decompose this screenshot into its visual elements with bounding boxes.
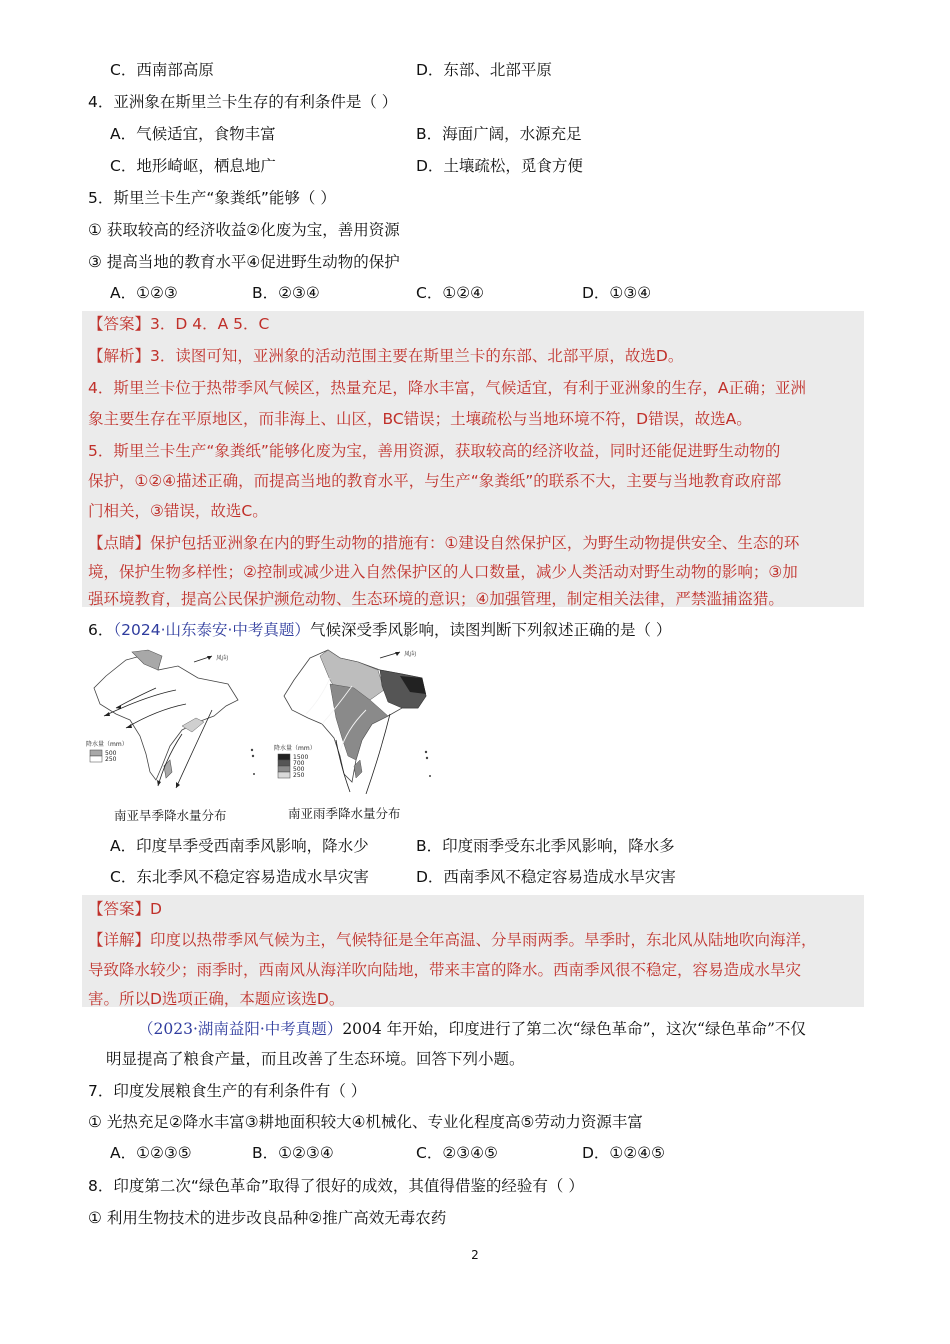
tip-text-1: 保护包括亚洲象在内的野生动物的措施有：①建设自然保护区，为野生动物提供安全、生态的环	[150, 534, 800, 552]
q7-items: ① 光热充足②降水丰富③耕地面积较大④机械化、专业化程度高⑤劳动力资源丰富	[88, 1113, 643, 1131]
q4-option-d: D．土壤疏松，觅食方便	[416, 157, 583, 175]
rainy-map-legend-500: 500	[293, 766, 305, 773]
dry-season-map	[86, 648, 266, 796]
intro-78-line-1	[138, 1018, 806, 1040]
q4-option-c: C．地形崎岖，栖息地广	[110, 157, 276, 175]
answer-6-tag: 【答案】	[88, 900, 151, 918]
rainy-map-legend-title: 降水量（mm）	[274, 745, 316, 752]
detail-line-3: 害。所以D选项正确，本题应该选D。	[88, 990, 345, 1008]
q4-option-a: A．气候适宜，食物丰富	[110, 125, 276, 143]
q6-option-a: A．印度旱季受西南季风影响，降水少	[110, 837, 369, 855]
dry-map-caption: 南亚旱季降水量分布	[114, 808, 227, 823]
tip-tag: 【点睛】	[88, 534, 151, 552]
rainy-map-legend-700: 700	[293, 760, 305, 767]
q5-option-c: C．①②④	[416, 284, 485, 302]
q7-option-a: A．①②③⑤	[110, 1144, 192, 1162]
analysis-line-2: 4．斯里兰卡位于热带季风气候区，热量充足，降水丰富，气候适宜，有利于亚洲象的生存，A正确；亚洲	[88, 379, 806, 397]
q7-option-b: B．①②③④	[252, 1144, 334, 1162]
analysis-tag: 【解析】	[88, 347, 151, 365]
q8-stem: 8．印度第二次“绿色革命”取得了很好的成效，其值得借鉴的经验有（ ）	[88, 1177, 584, 1195]
rainy-map-wind-label: 风向	[404, 651, 417, 658]
q7-option-c: C．②③④⑤	[416, 1144, 498, 1162]
q5-option-b: B．②③④	[252, 284, 320, 302]
analysis-line-3: 象主要生存在平原地区，而非海上、山区，BC错误；土壤疏松与当地环境不符，D错误，故选A。	[88, 410, 752, 428]
intro-78-source: （2023·湖南益阳·中考真题）	[138, 1020, 343, 1038]
detail-line-2: 导致降水较少；雨季时，西南风从海洋吹向陆地，带来丰富的降水。西南季风很不稳定，容易造成水旱灾	[88, 961, 802, 979]
q7-stem: 7．印度发展粮食生产的有利条件有（ ）	[88, 1082, 367, 1100]
q8-items-1: ① 利用生物技术的进步改良品种②推广高效无毒农药	[88, 1209, 447, 1227]
dry-map-sri-lanka	[164, 760, 172, 778]
intro-78-text-1: 2004 年开始，印度进行了第二次“绿色革命”，这次“绿色革命”不仅	[342, 1020, 806, 1038]
q6-option-d: D．西南季风不稳定容易造成水旱灾害	[416, 868, 676, 886]
q3-option-d: D．东部、北部平原	[416, 61, 552, 79]
q4-option-b: B．海面广阔，水源充足	[416, 125, 582, 143]
detail-text-1: 印度以热带季风气候为主，气候特征是全年高温、分旱雨两季。旱季时，东北风从陆地吹向海洋，	[150, 931, 817, 949]
analysis-line-5: 保护，①②④描述正确，而提高当地的教育水平，与生产“象粪纸”的联系不大，主要与当地教育政府部	[88, 472, 782, 490]
detail-line-1	[88, 929, 817, 951]
answer-tag: 【答案】	[88, 315, 151, 333]
q3-option-c: C．西南部高原	[110, 61, 214, 79]
answer-6-text: D	[150, 900, 162, 918]
rainy-map-caption: 南亚雨季降水量分布	[288, 806, 401, 821]
q6-option-b: B．印度雨季受东北季风影响，降水多	[416, 837, 675, 855]
q5-items-1: ① 获取较高的经济收益②化废为宝，善用资源	[88, 221, 400, 239]
rainy-season-map	[270, 644, 440, 794]
analysis-line-6: 门相关，③错误，故选C。	[88, 502, 268, 520]
q6-number: 6．	[88, 621, 114, 639]
tip-line-3: 强环境教育，提高公民保护濒危动物、生态环境的意识；④加强管理，制定相关法律，严禁滥捕盗猎。	[88, 590, 784, 608]
analysis-text-1: 3．读图可知，亚洲象的活动范围主要在斯里兰卡的东部、北部平原，故选D。	[150, 347, 684, 365]
q6-source: （2024·山东泰安·中考真题）	[113, 621, 310, 639]
dry-map-legend-250: 250	[105, 756, 117, 763]
q5-option-a: A．①②③	[110, 284, 178, 302]
q7-option-d: D．①②④⑤	[582, 1144, 666, 1162]
rainy-map-legend-250: 250	[293, 772, 305, 779]
dry-map-wind-label: 风向	[216, 655, 229, 662]
tip-line-1	[88, 532, 799, 554]
q5-stem: 5．斯里兰卡生产“象粪纸”能够（ ）	[88, 189, 336, 207]
rainy-map-legend-1500: 1500	[293, 754, 309, 761]
analysis-line-4: 5．斯里兰卡生产“象粪纸”能够化废为宝，善用资源，获取较高的经济收益，同时还能促进野生动物的	[88, 442, 781, 460]
answer-6	[88, 898, 162, 920]
detail-tag: 【详解】	[88, 931, 151, 949]
page-number: 2	[471, 1248, 479, 1262]
analysis-line-1	[88, 345, 683, 367]
answer-text: 3．D 4．A 5．C	[150, 315, 270, 333]
q6-option-c: C．东北季风不稳定容易造成水旱灾害	[110, 868, 369, 886]
dry-map-legend-500: 500	[105, 750, 117, 757]
q4-stem: 4．亚洲象在斯里兰卡生存的有利条件是（ ）	[88, 93, 398, 111]
q5-option-d: D．①③④	[582, 284, 652, 302]
q5-items-2: ③ 提高当地的教育水平④促进野生动物的保护	[88, 253, 400, 271]
q6-stem	[88, 619, 671, 641]
dry-map-legend-title: 降水量（mm）	[86, 741, 128, 748]
intro-78-line-2: 明显提高了粮食产量，而且改善了生态环境。回答下列小题。	[106, 1050, 525, 1068]
q6-text: 气候深受季风影响，读图判断下列叙述正确的是（ ）	[309, 621, 672, 639]
tip-line-2: 境，保护生物多样性；②控制或减少进入自然保护区的人口数量，减少人类活动对野生动物的影响；③加	[88, 563, 798, 581]
answer-3-5	[88, 313, 269, 335]
